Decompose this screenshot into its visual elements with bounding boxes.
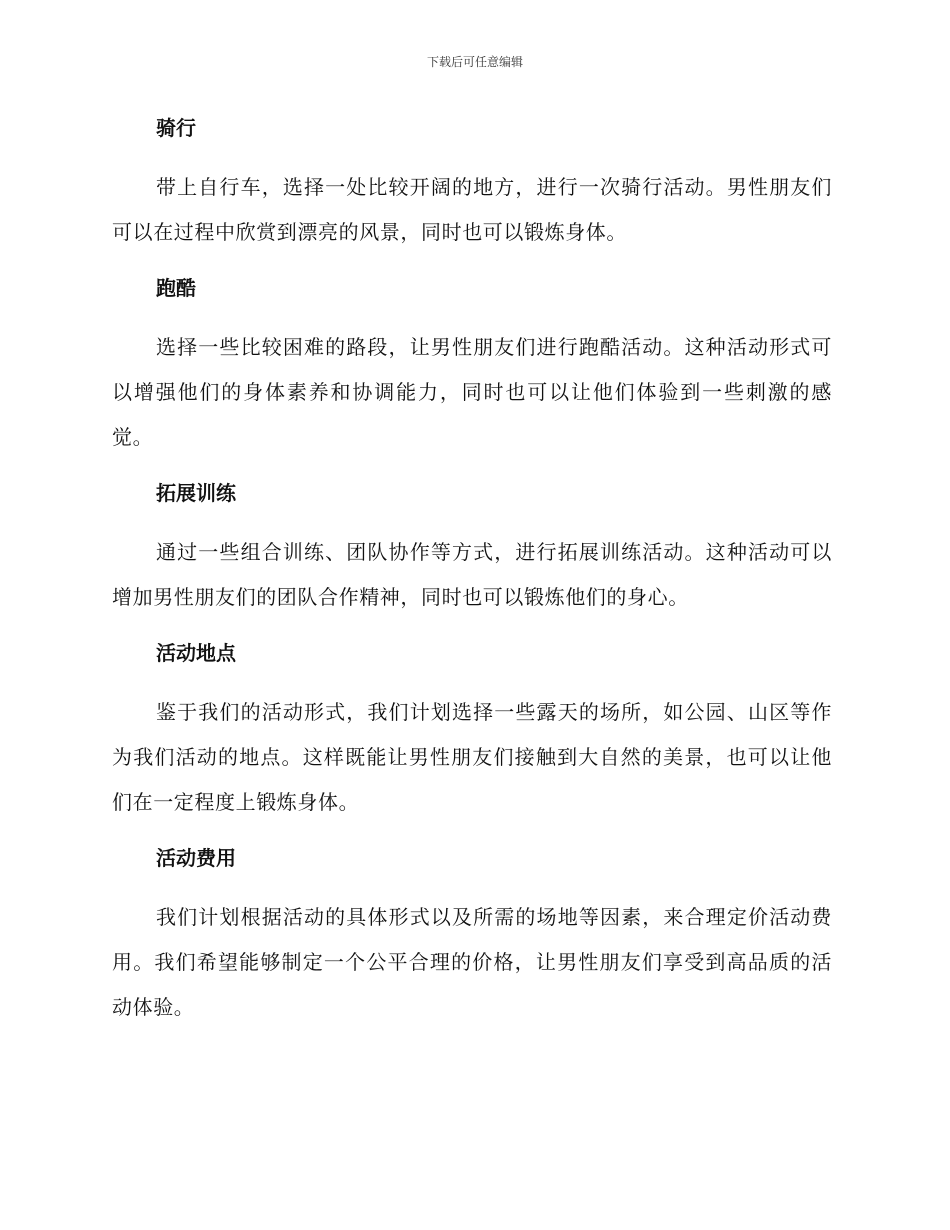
section-cost [112, 838, 832, 1030]
section-parkour [112, 268, 832, 473]
spacer [112, 460, 832, 473]
spacer [112, 148, 832, 165]
spacer [112, 825, 832, 838]
section-heading-cost: 活动费用 [156, 846, 236, 870]
section-outward-training [112, 473, 832, 633]
document-body [112, 108, 832, 1030]
section-paragraph-parkour: 选择一些比较困难的路段，让男性朋友们进行跑酷活动。这种活动形式可以增强他们的身体素养和协调能力，同时也可以让他们体验到一些刺激的感觉。 [112, 335, 832, 449]
spacer [112, 673, 832, 690]
section-venue [112, 633, 832, 838]
section-cycling [112, 108, 832, 268]
section-paragraph-cost: 我们计划根据活动的具体形式以及所需的场地等因素，来合理定价活动费用。我们希望能够制定一个公平合理的价格，让男性朋友们享受到高品质的活动体验。 [112, 905, 832, 1019]
spacer [112, 255, 832, 268]
section-heading-parkour: 跑酷 [156, 276, 196, 300]
spacer [112, 308, 832, 325]
section-paragraph-outward-training: 通过一些组合训练、团队协作等方式，进行拓展训练活动。这种活动可以增加男性朋友们的团队合作精神，同时也可以锻炼他们的身心。 [112, 540, 832, 609]
section-heading-venue: 活动地点 [156, 641, 236, 665]
section-heading-cycling: 骑行 [156, 116, 196, 140]
section-heading-outward-training: 拓展训练 [156, 481, 236, 505]
spacer [112, 620, 832, 633]
section-paragraph-cycling: 带上自行车，选择一处比较开阔的地方，进行一次骑行活动。男性朋友们可以在过程中欣赏到漂亮的风景，同时也可以锻炼身体。 [112, 175, 832, 244]
section-paragraph-venue: 鉴于我们的活动形式，我们计划选择一些露天的场所，如公园、山区等作为我们活动的地点。这样既能让男性朋友们接触到大自然的美景，也可以让他们在一定程度上锻炼身体。 [112, 700, 832, 814]
spacer [112, 878, 832, 895]
header-note: 下载后可任意编辑 [426, 55, 523, 69]
spacer [112, 513, 832, 530]
